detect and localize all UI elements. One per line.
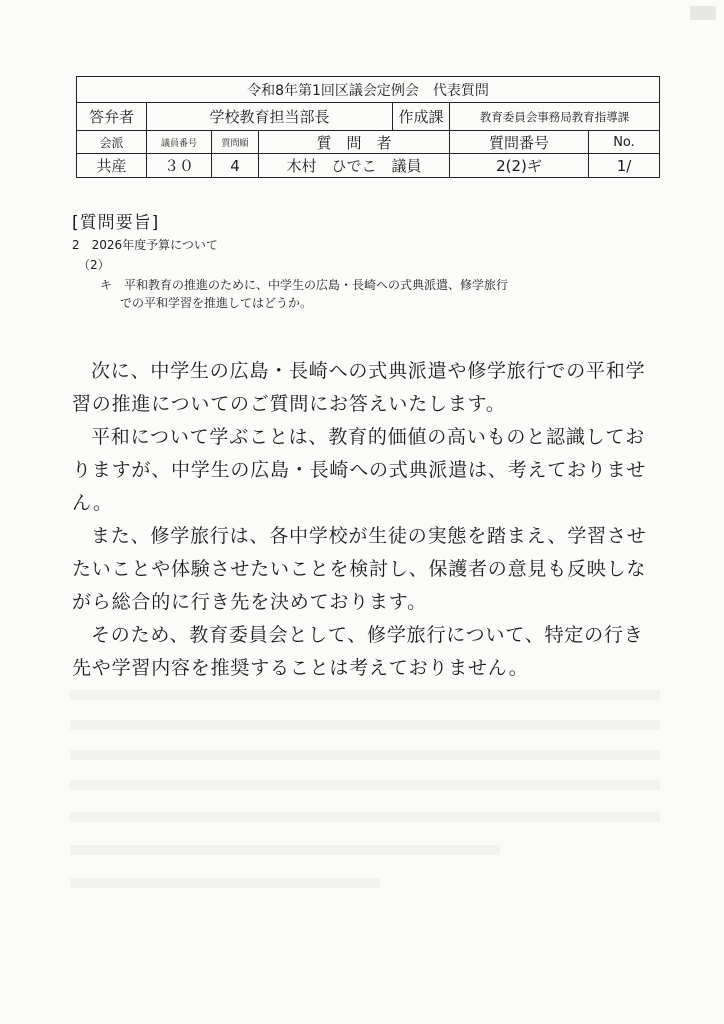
order-value: 4 (212, 154, 259, 178)
question-no-value: 2(2)ギ (450, 154, 589, 178)
summary-heading: [質問要旨] (72, 213, 160, 233)
bleed-through (70, 812, 660, 822)
member-no-header: 議員番号 (147, 131, 212, 154)
bleed-through (70, 750, 660, 760)
bleed-through (70, 780, 660, 790)
answer-paragraph: そのため、教育委員会として、修学旅行について、特定の行き先や学習内容を推奨することは考えておりません。 (72, 624, 644, 679)
bleed-through (70, 720, 660, 730)
summary-topic: 2 2026年度予算について (72, 238, 218, 252)
scan-mark (690, 6, 716, 20)
summary-question-line2: での平和学習を推進してはどうか。 (120, 296, 313, 310)
bleed-through (70, 878, 380, 888)
question-no-header: 質問番号 (450, 131, 589, 154)
author-dept-label: 作成課 (393, 103, 450, 131)
questioner-header: 質 問 者 (259, 131, 450, 154)
questioner-value: 木村 ひでこ 議員 (259, 154, 450, 178)
bleed-through (70, 845, 500, 855)
answer-body (72, 355, 652, 685)
party-value: 共産 (77, 154, 147, 178)
header-table (76, 76, 660, 178)
session-title: 令和8年第1回区議会定例会 代表質問 (77, 77, 660, 103)
answer-paragraph: 次に、中学生の広島・長崎への式典派遣や修学旅行での平和学習の推進についてのご質問にお答えいたします。 (72, 360, 646, 415)
answerer-label: 答弁者 (77, 103, 147, 131)
member-no-value: ３０ (147, 154, 212, 178)
bleed-through (70, 690, 660, 700)
page-no-value: 1/ (589, 154, 660, 178)
answerer-value: 学校教育担当部長 (147, 103, 393, 131)
order-header: 質問順 (212, 131, 259, 154)
no-header: No. (589, 131, 660, 154)
party-header: 会派 (77, 131, 147, 154)
summary-question-line1: キ 平和教育の推進のために、中学生の広島・長崎への式典派遣、修学旅行 (100, 278, 509, 292)
summary-subtopic: （2） (78, 258, 110, 272)
answer-paragraph: 平和について学ぶことは、教育的価値の高いものと認識しておりますが、中学生の広島・長崎への式典派遣は、考えておりません。 (72, 426, 647, 514)
author-dept-value: 教育委員会事務局教育指導課 (450, 103, 660, 131)
answer-paragraph: また、修学旅行は、各中学校が生徒の実態を踏まえ、学習させたいことや体験させたいことを検討し、保護者の意見も反映しながら総合的に行き先を決めております。 (72, 525, 647, 613)
